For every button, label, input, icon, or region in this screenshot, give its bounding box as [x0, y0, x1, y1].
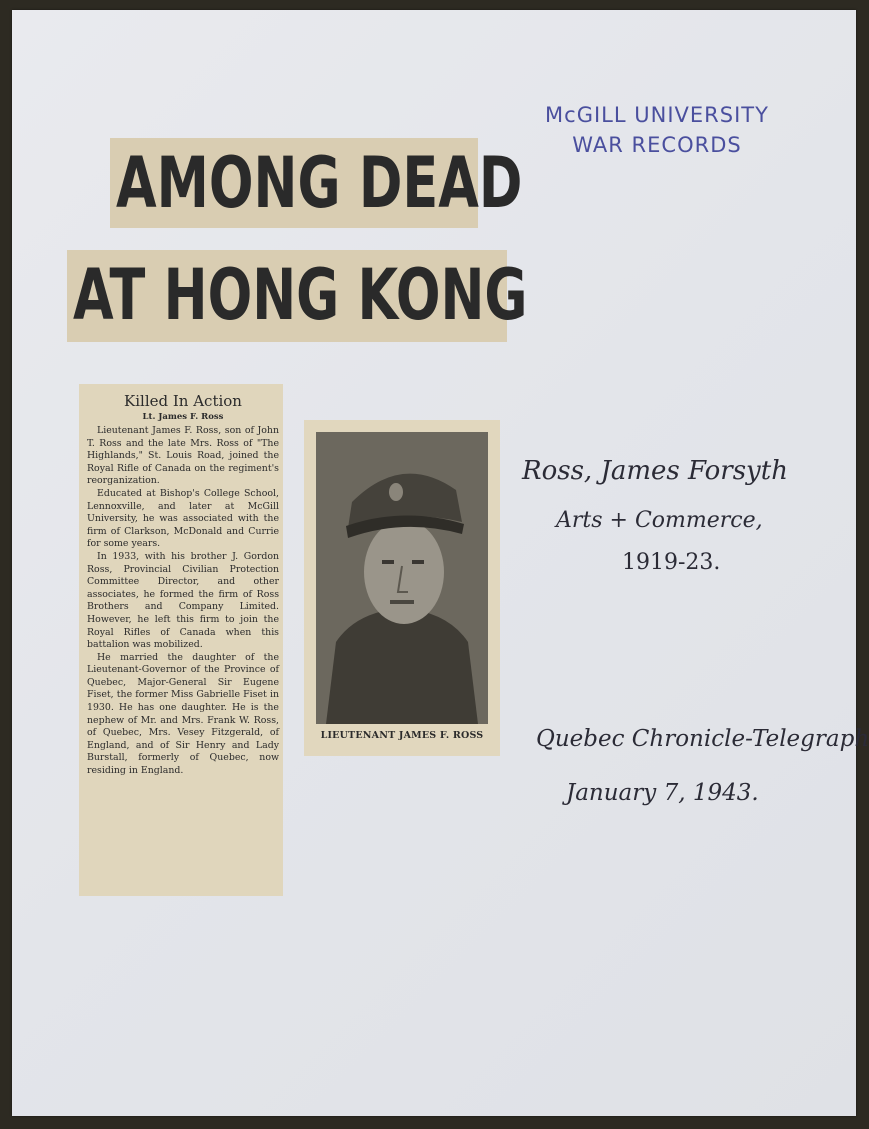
stamp-line-1: McGILL UNIVERSITY: [545, 103, 769, 127]
handwritten-source: Quebec Chronicle-Telegraph: [536, 726, 869, 752]
portrait-photo: [316, 432, 488, 724]
headline-clipping-1: [110, 138, 523, 228]
article-paragraph: He married the daughter of the Lieutenant-Governor of the Province of Quebec, Major-General Sir Eugene Fiset, the former Miss Gabrielle Fiset in 1930. He has one daughter. He is the nephew of Mr. and Mrs. Frank W. Ross, of Quebec, Mrs. Vesey Fitzgerald, of England, and of Sir Henry and Lady Burstall, formerly of Quebec, now residing in England.: [87, 651, 279, 777]
headline-clipping-2: [67, 250, 528, 342]
portrait-illustration: [316, 432, 488, 724]
handwritten-date: January 7, 1943.: [566, 780, 759, 806]
war-records-stamp: [526, 100, 788, 160]
article-paragraph: Educated at Bishop's College School, Lennoxville, and later at McGill University, he was associated with the firm of Clarkson, McDonald and Currie for some years.: [87, 487, 279, 550]
article-paragraph: Lieutenant James F. Ross, son of John T. Ross and the late Mrs. Ross of "The Highlands," St. Louis Road, joined the Royal Rifle of Canada on the regiment's reorganization.: [87, 425, 279, 487]
handwritten-name: Ross, James Forsyth: [522, 456, 788, 486]
article-paragraph: In 1933, with his brother J. Gordon Ross, Provincial Civilian Protection Committee Director, and other associates, he formed the firm of Ross Brothers and Company Limited. However, he left this firm to join the Royal Rifles of Canada when this battalion was mobilized.: [87, 550, 279, 651]
portrait-clipping: [304, 420, 500, 756]
stamp-line-2: WAR RECORDS: [572, 133, 742, 157]
article-clipping: [79, 384, 283, 896]
headline-line-2: AT HONG KONG: [73, 254, 528, 336]
article-title: Killed In Action: [124, 392, 242, 410]
headline-line-1: AMONG DEAD: [116, 142, 523, 224]
portrait-caption: LIEUTENANT JAMES F. ROSS: [320, 730, 484, 741]
handwritten-years: 1919-23.: [622, 550, 721, 575]
handwritten-faculty: Arts + Commerce,: [556, 508, 763, 533]
article-byline: Lt. James F. Ross: [142, 412, 224, 422]
record-sheet: [12, 10, 869, 1116]
